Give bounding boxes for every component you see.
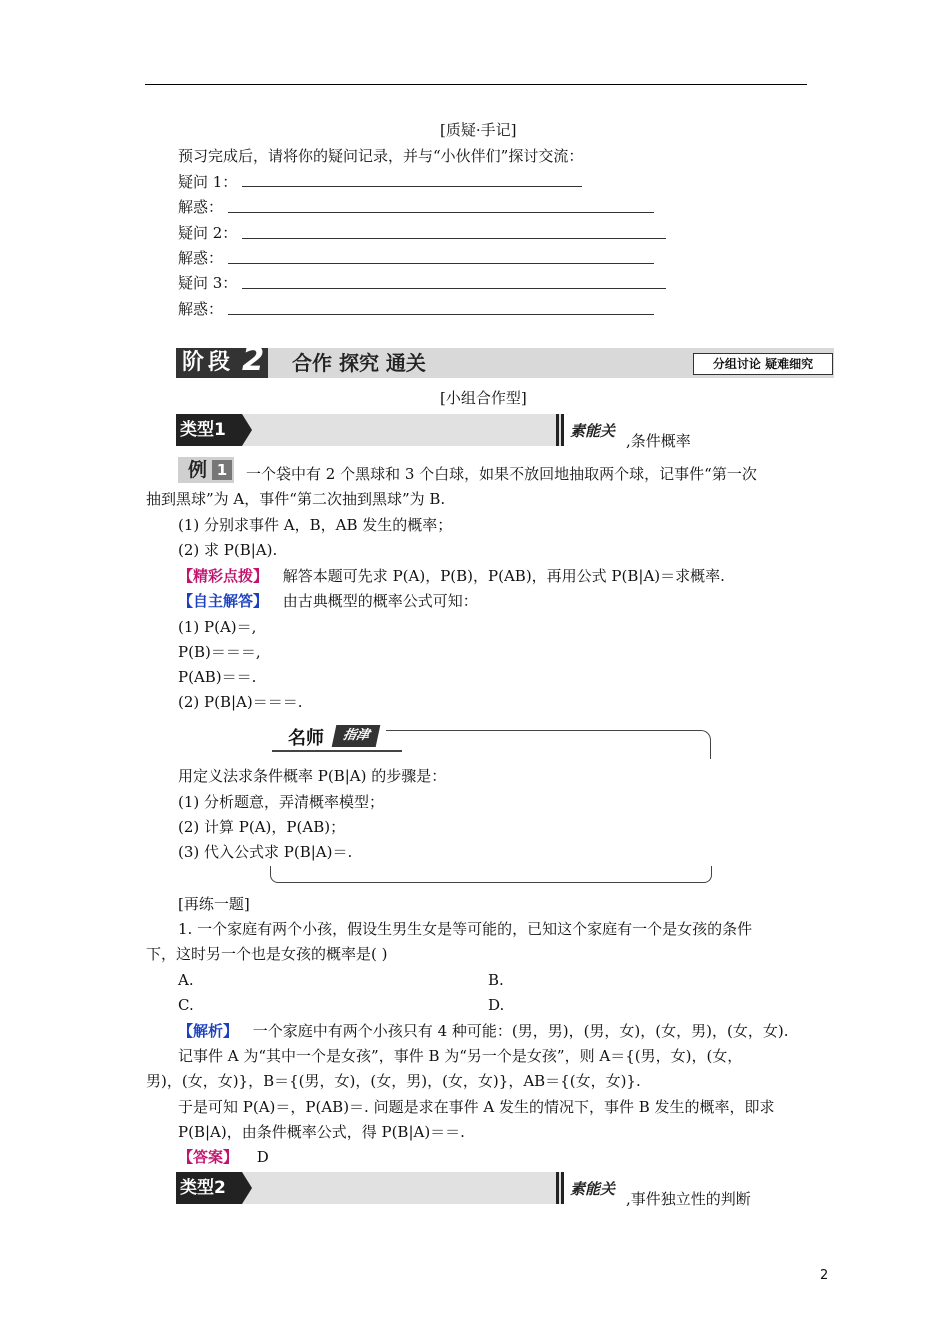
- option-c[interactable]: C.: [178, 996, 194, 1014]
- analysis-line: 于是可知 P(A)＝，P(AB)＝. 问题是求在事件 A 发生的情况下，事件 B 发生的概率，即求: [178, 1098, 775, 1116]
- type1-label: 类型1: [176, 414, 242, 446]
- teacher-box-header: [272, 722, 412, 752]
- example-line-2: 抽到黑球”为 A，事件“第二次抽到黑球”为 B.: [146, 490, 446, 508]
- question-3-label: 疑问 3：: [178, 274, 238, 292]
- header-rule: [145, 84, 807, 85]
- teacher-line: (3) 代入公式求 P(B|A)＝.: [178, 843, 353, 861]
- question-2-row: [178, 222, 237, 244]
- page-number: 2: [820, 1268, 829, 1283]
- answer-2-label: 解惑：: [178, 249, 224, 267]
- teacher-line: (1) 分析题意，弄清概率模型；: [178, 793, 385, 811]
- type2-label: 类型2: [176, 1172, 242, 1204]
- question-1-row: [178, 171, 237, 193]
- type1-topic: ,条件概率: [626, 432, 691, 450]
- question-3-row: [178, 272, 237, 294]
- solution-line: P(B)＝＝＝,: [178, 643, 261, 661]
- answer-1-label: 解惑：: [178, 198, 224, 216]
- teacher-line: (2) 计算 P(A)，P(AB)；: [178, 818, 346, 836]
- notes-intro: 预习完成后，请将你的疑问记录，并与“小伙伴们”探讨交流：: [178, 147, 584, 165]
- teacher-badge: 指津: [332, 725, 381, 747]
- practice-question-line-1: 1. 一个家庭有两个小孩，假设生男生女是等可能的，已知这个家庭有一个是女孩的条件: [178, 920, 753, 938]
- stage-tag: 分组讨论 疑难细究: [693, 353, 833, 375]
- analysis-row: [178, 1020, 788, 1042]
- example-line-1: 一个袋中有 2 个黑球和 3 个白球，如果不放回地抽取两个球，记事件“第一次: [246, 465, 757, 483]
- selfsolve-tag: 【自主解答】: [178, 592, 269, 610]
- question-2-line[interactable]: [242, 238, 666, 239]
- analysis-line: 男)，(女，女)}，B＝{(男，女)，(女，男)，(女，女)}，AB＝{(女，女)}.: [146, 1072, 641, 1090]
- type2-topic: ,事件独立性的判断: [626, 1190, 751, 1208]
- tip-row: [178, 565, 725, 587]
- stage-number: 2: [242, 340, 265, 378]
- question-1-label: 疑问 1：: [178, 173, 238, 191]
- answer-3-row: [178, 298, 223, 320]
- type1-arrow-icon: [242, 414, 252, 446]
- selfsolve-row: [178, 590, 478, 612]
- answer-3-line[interactable]: [228, 314, 654, 315]
- group-header: [小组合作型]: [440, 389, 527, 407]
- analysis-line: 记事件 A 为“其中一个是女孩”，事件 B 为“另一个是女孩”，则 A＝{(男，女)，(女，: [178, 1047, 743, 1065]
- example-number: 1: [212, 460, 232, 480]
- teacher-header-underline: [272, 750, 402, 752]
- solution-line: (2) P(B|A)＝＝＝.: [178, 693, 303, 711]
- stage-label: 阶段: [182, 350, 235, 375]
- teacher-line: 用定义法求条件概率 P(B|A) 的步骤是：: [178, 767, 447, 785]
- answer-1-line[interactable]: [228, 212, 654, 213]
- teacher-name: 名师: [288, 728, 324, 749]
- tip-text: 解答本题可先求 P(A)，P(B)，P(AB)，再用公式 P(B|A)＝求概率.: [282, 567, 725, 585]
- option-d[interactable]: D.: [488, 996, 505, 1014]
- question-2-label: 疑问 2：: [178, 224, 238, 242]
- type2-arrow-icon: [242, 1172, 252, 1204]
- type2-divider-icon: [556, 1172, 564, 1204]
- solution-line: (1) P(A)＝,: [178, 618, 257, 636]
- stage-title: 合作 探究 通关: [292, 351, 426, 375]
- practice-question-line-2: 下，这时另一个也是女孩的概率是( ): [146, 945, 388, 963]
- stage-label-block: [176, 340, 268, 378]
- answer-2-row: [178, 247, 223, 269]
- option-b[interactable]: B.: [488, 971, 504, 989]
- teacher-box-bottom-border: [270, 866, 712, 883]
- answer-1-row: [178, 196, 223, 218]
- tip-tag: 【精彩点拨】: [178, 567, 269, 585]
- selfsolve-text: 由古典概型的概率公式可知：: [282, 592, 478, 610]
- notes-header: [质疑·手记]: [440, 121, 517, 139]
- type1-divider-icon: [556, 414, 564, 446]
- example-question-2: (2) 求 P(B|A).: [178, 541, 278, 559]
- option-a[interactable]: A.: [178, 971, 194, 989]
- analysis-line: P(B|A)，由条件概率公式，得 P(B|A)＝＝.: [178, 1123, 465, 1141]
- example-question-1: (1) 分别求事件 A，B，AB 发生的概率；: [178, 516, 453, 534]
- question-3-line[interactable]: [242, 288, 666, 289]
- answer-row: [178, 1146, 269, 1168]
- type2-badge: 素能关: [570, 1180, 616, 1198]
- teacher-box-top-border: [386, 730, 711, 759]
- question-1-line[interactable]: [242, 186, 582, 187]
- analysis-line: 一个家庭中有两个小孩只有 4 种可能：(男，男)，(男，女)，(女，男)，(女，女).: [252, 1022, 789, 1040]
- answer-value: D: [256, 1148, 269, 1166]
- solution-line: P(AB)＝＝.: [178, 668, 257, 686]
- practice-header: [再练一题]: [178, 895, 250, 913]
- analysis-tag: 【解析】: [178, 1022, 239, 1040]
- answer-2-line[interactable]: [228, 263, 654, 264]
- type1-badge: 素能关: [570, 422, 616, 440]
- example-label: 例: [188, 459, 208, 481]
- answer-tag: 【答案】: [178, 1148, 239, 1166]
- answer-3-label: 解惑：: [178, 300, 224, 318]
